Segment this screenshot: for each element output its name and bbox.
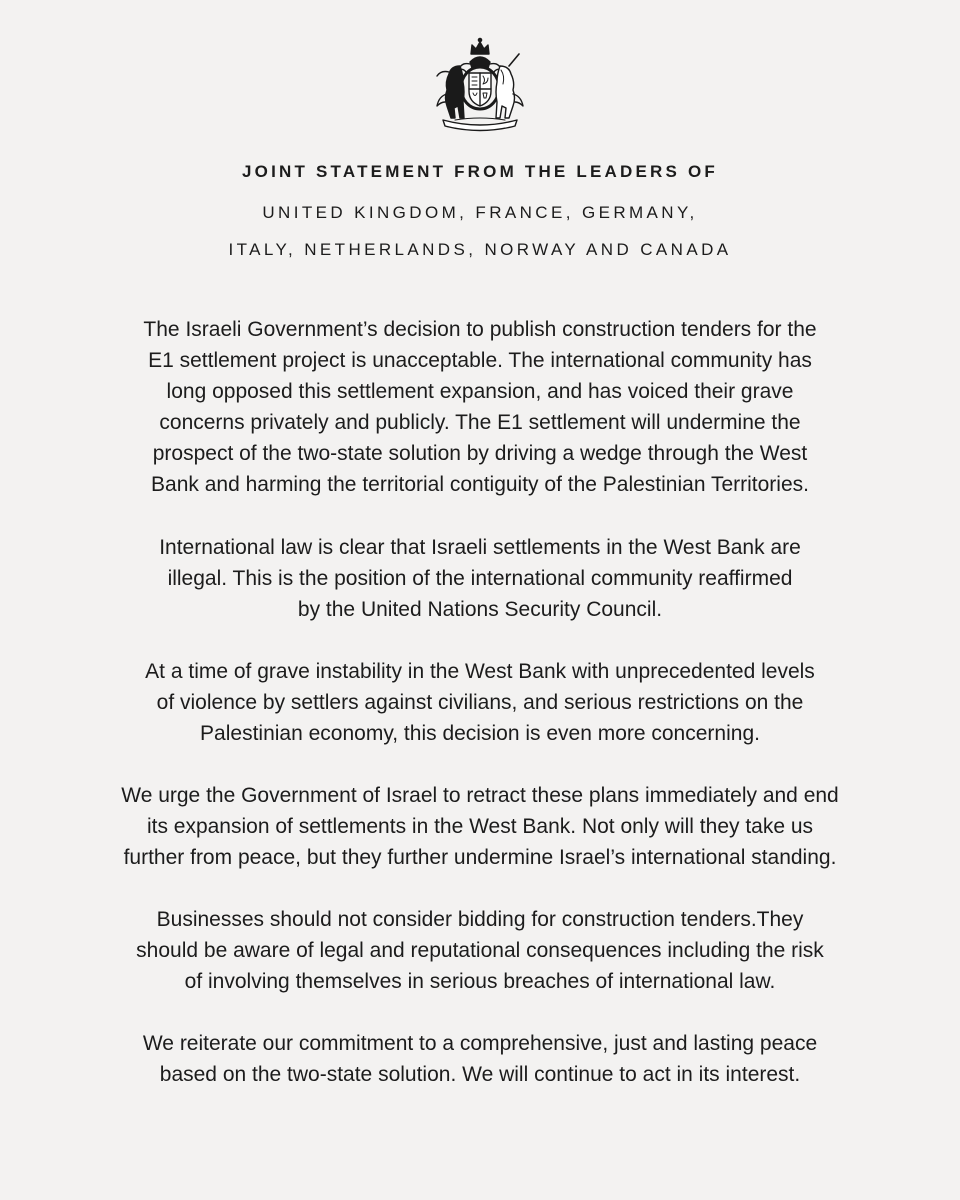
paragraph-line: The Israeli Government’s decision to publish construction tenders for the [143,318,817,341]
paragraph-instability [40,656,920,749]
paragraph-line: concerns privately and publicly. The E1 settlement will undermine the [159,411,801,434]
paragraph-line: further from peace, but they further undermine Israel’s international standing. [123,846,837,869]
paragraph-line: of violence by settlers against civilians, and serious restrictions on the [156,691,804,714]
paragraph-line: We reiterate our commitment to a comprehensive, just and lasting peace [142,1032,818,1055]
paragraph-line: E1 settlement project is unacceptable. The international community has [148,349,812,372]
countries-line-2: ITALY, NETHERLANDS, NORWAY AND CANADA [228,240,732,259]
paragraph-line: should be aware of legal and reputational consequences including the risk [136,939,824,962]
paragraph-businesses [40,904,920,997]
paragraph-line: Bank and harming the territorial contiguity of the Palestinian Territories. [151,473,809,496]
paragraph-line: by the United Nations Security Council. [297,598,663,621]
paragraph-line: its expansion of settlements in the West Bank. Not only will they take us [146,815,814,838]
paragraph-urge-retract [40,780,920,873]
paragraph-international-law [40,532,920,625]
paragraph-line: illegal. This is the position of the international community reaffirmed [167,567,793,590]
countries-line-1: UNITED KINGDOM, FRANCE, GERMANY, [262,203,698,222]
royal-coat-of-arms-icon [425,36,535,132]
paragraph-line: Businesses should not consider bidding for construction tenders.They [156,908,804,931]
paragraph-line: based on the two-state solution. We will continue to act in its interest. [159,1063,801,1086]
paragraph-e1-settlement [40,314,920,500]
paragraph-line: long opposed this settlement expansion, and has voiced their grave [166,380,794,403]
paragraph-commitment [40,1028,920,1090]
paragraph-line: of involving themselves in serious breaches of international law. [184,970,776,993]
paragraph-line: We urge the Government of Israel to retract these plans immediately and end [121,784,839,807]
paragraph-line: International law is clear that Israeli settlements in the West Bank are [159,536,801,559]
paragraph-line: prospect of the two-state solution by driving a wedge through the West [152,442,808,465]
paragraph-line: Palestinian economy, this decision is even more concerning. [200,722,760,745]
paragraph-line: At a time of grave instability in the West Bank with unprecedented levels [145,660,815,683]
statement-title: JOINT STATEMENT FROM THE LEADERS OF [242,162,718,181]
